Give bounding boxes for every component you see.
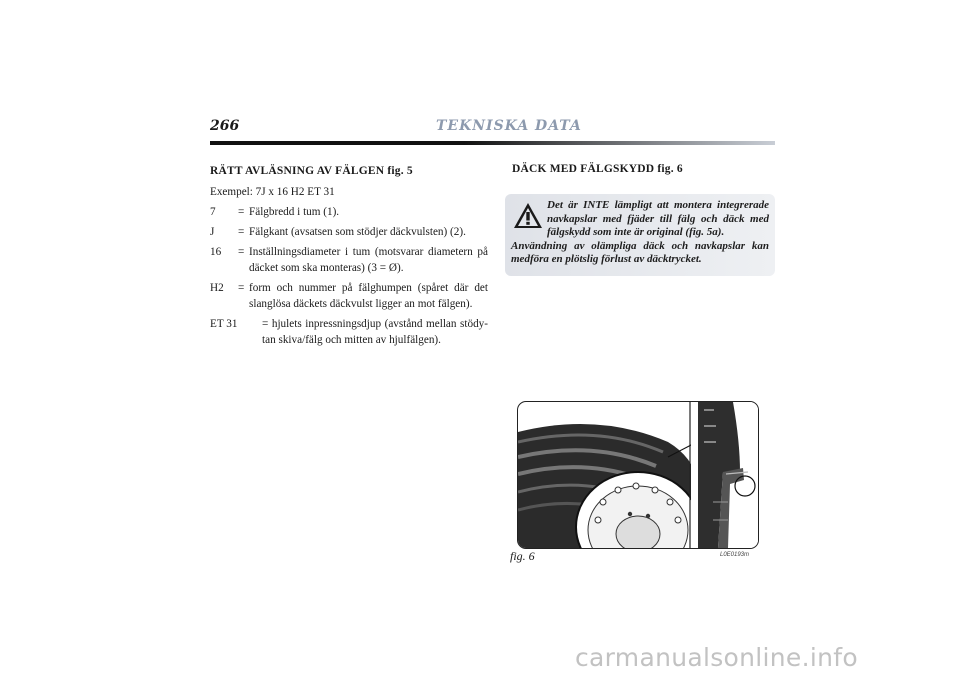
definition-text-inner: hjulets inpressningsdjup (avstånd mellan stödytan skiva/fälg och mitten av hjulfälgen). — [262, 318, 489, 346]
section-heading-right: DÄCK MED FÄLGSKYDD fig. 6 — [512, 163, 683, 175]
right-column — [512, 163, 776, 175]
header-rule — [210, 141, 775, 145]
warning-text — [511, 199, 769, 267]
definition-text — [262, 316, 488, 348]
warning-box — [505, 194, 775, 276]
definition-item — [210, 204, 488, 220]
definition-term: 7 — [210, 206, 216, 218]
section-heading: RÄTT AVLÄSNING AV FÄLGEN fig. 5 — [210, 165, 413, 177]
definition-equals: = — [238, 282, 245, 294]
definition-text: Inställningsdiameter i tum (motsvarar diametern på däcket som ska monteras) (3 = Ø). — [249, 246, 488, 274]
definition-item — [210, 224, 488, 240]
page-number: 266 — [210, 118, 240, 134]
figure-caption: fig. 6 — [510, 549, 535, 563]
definition-item — [210, 280, 488, 312]
definition-item — [210, 316, 488, 348]
definition-equals-inline: = — [262, 318, 269, 330]
definition-equals: = — [238, 206, 245, 218]
definition-item — [210, 244, 488, 276]
left-column — [210, 163, 488, 352]
definition-equals: = — [238, 246, 245, 258]
figure-code: L0E0193m — [720, 552, 750, 558]
definition-term: 16 — [210, 246, 222, 258]
definition-text: Fälgbredd i tum (1). — [249, 206, 340, 218]
definition-term: ET 31 — [210, 318, 238, 330]
definition-equals: = — [238, 226, 245, 238]
warning-text-indented: Det är INTE lämpligt att montera integrerade navkapslar med fjäder till fälg och däck med fälgskydd som inte är original (fig. 5a). — [547, 199, 769, 238]
watermark: carmanualsonline.info — [575, 643, 858, 672]
tyre-cross-section — [691, 402, 758, 548]
warning-text-rest: Användning av olämpliga däck och navkapslar kan medföra en plötslig förlust av däcktrycket. — [511, 239, 769, 265]
definition-text: Fälgkant (avsatsen som stödjer däckvulsten) (2). — [249, 226, 466, 238]
definition-term: J — [210, 226, 215, 238]
definition-text: form och nummer på fälghumpen (spåret där det slanglösa däckets däckvulst ligger an mot fälgen). — [249, 282, 488, 310]
example-line: Exempel: 7J x 16 H2 ET 31 — [210, 186, 335, 198]
tyre-rim-illustration — [518, 402, 758, 548]
running-title: TEKNISKA DATA — [436, 118, 582, 134]
definition-term: H2 — [210, 282, 224, 294]
figure-frame — [517, 401, 759, 549]
